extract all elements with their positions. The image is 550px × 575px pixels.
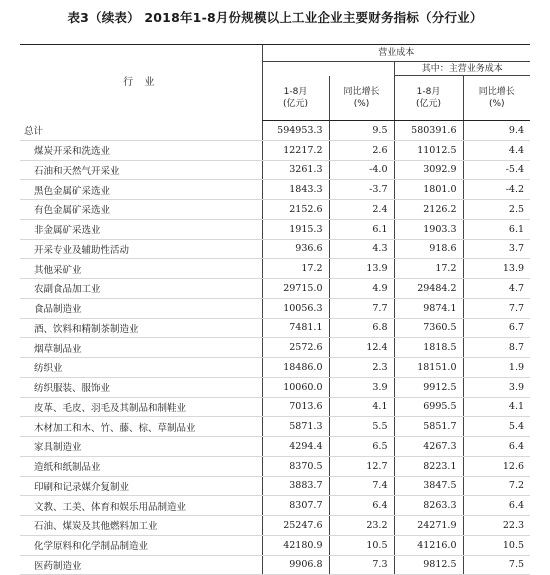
operating-cost-growth-cell: 2.4 (329, 200, 394, 220)
industry-name-cell: 化学原料和化学制品制造业 (20, 535, 262, 555)
operating-cost-growth-cell: 3.9 (329, 377, 394, 397)
main-cost-value-cell: 29484.2 (394, 279, 463, 299)
operating-cost-value-cell: 10060.0 (262, 377, 329, 397)
table-row (20, 219, 530, 239)
main-cost-growth-cell: 6.1 (463, 219, 530, 239)
operating-cost-value-cell: 936.6 (262, 239, 329, 259)
industry-header: 行 业 (20, 45, 262, 121)
industry-name-cell: 酒、饮料和精制茶制造业 (20, 318, 262, 338)
main-cost-growth-cell: 1.9 (463, 358, 530, 378)
operating-cost-growth-cell: -3.7 (329, 180, 394, 200)
main-cost-value-cell: 4267.3 (394, 437, 463, 457)
operating-cost-growth-cell: 5.5 (329, 417, 394, 437)
main-cost-growth-cell: 12.6 (463, 456, 530, 476)
main-cost-value-cell: 9812.5 (394, 555, 463, 575)
operating-cost-growth-cell: 2.3 (329, 358, 394, 378)
industry-name-cell: 石油和天然气开采业 (20, 160, 262, 180)
main-cost-value-cell: 8263.3 (394, 496, 463, 516)
main-cost-growth-cell: 8.7 (463, 338, 530, 358)
percent-label: (%) (353, 98, 370, 109)
operating-cost-value-cell: 29715.0 (262, 279, 329, 299)
operating-cost-growth-cell: 12.4 (329, 338, 394, 358)
table-row (20, 555, 530, 575)
growth-header-a (329, 76, 394, 121)
total-row (20, 121, 530, 141)
operating-cost-growth-cell: 4.3 (329, 239, 394, 259)
operating-cost-growth-cell: 13.9 (329, 259, 394, 279)
operating-cost-value-cell: 2152.6 (262, 200, 329, 220)
main-cost-growth-cell: -5.4 (463, 160, 530, 180)
main-cost-growth-cell: 22.3 (463, 516, 530, 536)
financial-indicators-table (20, 44, 530, 575)
main-cost-value-cell: 9912.5 (394, 377, 463, 397)
main-cost-value-cell: 17.2 (394, 259, 463, 279)
period-label: 1-8月 (416, 87, 441, 97)
operating-cost-value-cell: 4294.4 (262, 437, 329, 457)
industry-name-cell: 印刷和记录媒介复制业 (20, 476, 262, 496)
operating-cost-growth-cell: -4.0 (329, 160, 394, 180)
unit-label: (亿元) (282, 98, 309, 109)
table-row (20, 437, 530, 457)
operating-cost-growth-cell: 4.9 (329, 279, 394, 299)
table-row (20, 239, 530, 259)
table-body (20, 121, 530, 575)
main-cost-growth-cell: 4.1 (463, 397, 530, 417)
operating-cost-value-cell: 42180.9 (262, 535, 329, 555)
main-cost-growth-cell: 13.9 (463, 259, 530, 279)
operating-cost-value-cell: 5871.3 (262, 417, 329, 437)
industry-name-cell: 纺织业 (20, 358, 262, 378)
main-cost-growth-cell: 4.4 (463, 140, 530, 160)
main-cost-value-cell: 41216.0 (394, 535, 463, 555)
operating-cost-value-cell: 8307.7 (262, 496, 329, 516)
operating-cost-growth-cell: 7.7 (329, 298, 394, 318)
main-cost-value-cell: 24271.9 (394, 516, 463, 536)
main-cost-value-cell: 580391.6 (394, 121, 463, 141)
industry-name-cell: 非金属矿采选业 (20, 219, 262, 239)
operating-cost-value-cell: 594953.3 (262, 121, 329, 141)
table-row (20, 476, 530, 496)
period-header-b (394, 76, 463, 121)
table-row (20, 180, 530, 200)
operating-cost-value-cell: 2572.6 (262, 338, 329, 358)
operating-cost-growth-cell: 6.1 (329, 219, 394, 239)
table-row (20, 535, 530, 555)
table-row (20, 298, 530, 318)
operating-cost-value-cell: 9906.8 (262, 555, 329, 575)
operating-cost-value-cell: 1843.3 (262, 180, 329, 200)
table-row (20, 456, 530, 476)
operating-cost-growth-cell: 2.6 (329, 140, 394, 160)
main-cost-value-cell: 1818.5 (394, 338, 463, 358)
main-cost-growth-cell: 3.7 (463, 239, 530, 259)
industry-name-cell: 文教、工美、体育和娱乐用品制造业 (20, 496, 262, 516)
industry-name-cell: 皮革、毛皮、羽毛及其制品和制鞋业 (20, 397, 262, 417)
table-row (20, 338, 530, 358)
main-cost-value-cell: 3847.5 (394, 476, 463, 496)
main-cost-value-cell: 2126.2 (394, 200, 463, 220)
main-cost-value-cell: 1801.0 (394, 180, 463, 200)
operating-cost-header: 营业成本 (262, 45, 530, 62)
operating-cost-value-cell: 17.2 (262, 259, 329, 279)
growth-label: 同比增长 (478, 87, 515, 97)
industry-name-cell: 木材加工和木、竹、藤、棕、草制品业 (20, 417, 262, 437)
main-cost-value-cell: 6995.5 (394, 397, 463, 417)
main-cost-growth-cell: 7.2 (463, 476, 530, 496)
main-cost-value-cell: 3092.9 (394, 160, 463, 180)
industry-name-cell: 农副食品加工业 (20, 279, 262, 299)
operating-cost-growth-cell: 9.5 (329, 121, 394, 141)
main-cost-growth-cell: 9.4 (463, 121, 530, 141)
table-row (20, 377, 530, 397)
operating-cost-growth-cell: 7.3 (329, 555, 394, 575)
main-cost-growth-cell: 2.5 (463, 200, 530, 220)
operating-cost-value-cell: 25247.6 (262, 516, 329, 536)
industry-name-cell: 造纸和纸制品业 (20, 456, 262, 476)
main-cost-growth-cell: 6.4 (463, 496, 530, 516)
main-cost-growth-cell: 3.9 (463, 377, 530, 397)
main-cost-value-cell: 8223.1 (394, 456, 463, 476)
main-cost-growth-cell: -4.2 (463, 180, 530, 200)
growth-header-b (463, 76, 530, 121)
industry-name-cell: 烟草制品业 (20, 338, 262, 358)
unit-label: (亿元) (415, 99, 442, 109)
main-cost-growth-cell: 7.7 (463, 298, 530, 318)
operating-cost-value-cell: 12217.2 (262, 140, 329, 160)
main-cost-growth-cell: 6.4 (463, 437, 530, 457)
main-cost-value-cell: 918.6 (394, 239, 463, 259)
main-cost-value-cell: 5851.7 (394, 417, 463, 437)
industry-name-cell: 总计 (20, 121, 262, 141)
industry-name-cell: 石油、煤炭及其他燃料加工业 (20, 516, 262, 536)
table-row (20, 397, 530, 417)
table-row (20, 358, 530, 378)
table-row (20, 160, 530, 180)
table-row (20, 318, 530, 338)
period-label: 1-8月 (283, 86, 308, 97)
operating-cost-growth-cell: 7.4 (329, 476, 394, 496)
main-cost-growth-cell: 5.4 (463, 417, 530, 437)
operating-cost-growth-cell: 6.8 (329, 318, 394, 338)
main-cost-value-cell: 7360.5 (394, 318, 463, 338)
industry-name-cell: 有色金属矿采选业 (20, 200, 262, 220)
operating-cost-value-cell: 7013.6 (262, 397, 329, 417)
operating-cost-value-cell: 18486.0 (262, 358, 329, 378)
operating-cost-growth-cell: 12.7 (329, 456, 394, 476)
industry-name-cell: 开采专业及辅助性活动 (20, 239, 262, 259)
page-title: 表3（续表） 2018年1-8月份规模以上工业企业主要财务指标（分行业） (67, 10, 483, 25)
main-cost-value-cell: 1903.3 (394, 219, 463, 239)
table-row (20, 516, 530, 536)
operating-cost-growth-cell: 6.4 (329, 496, 394, 516)
main-cost-growth-cell: 10.5 (463, 535, 530, 555)
spacer-header (262, 62, 394, 76)
main-cost-value-cell: 18151.0 (394, 358, 463, 378)
operating-cost-growth-cell: 23.2 (329, 516, 394, 536)
operating-cost-value-cell: 3883.7 (262, 476, 329, 496)
table-row (20, 259, 530, 279)
operating-cost-growth-cell: 10.5 (329, 535, 394, 555)
industry-name-cell: 其他采矿业 (20, 259, 262, 279)
industry-name-cell: 黑色金属矿采选业 (20, 180, 262, 200)
table-row (20, 200, 530, 220)
operating-cost-value-cell: 10056.3 (262, 298, 329, 318)
table-row (20, 279, 530, 299)
table-row (20, 417, 530, 437)
main-cost-value-cell: 11012.5 (394, 140, 463, 160)
table-row (20, 496, 530, 516)
percent-label: (%) (488, 99, 505, 109)
operating-cost-value-cell: 1915.3 (262, 219, 329, 239)
main-cost-growth-cell: 6.7 (463, 318, 530, 338)
industry-name-cell: 纺织服装、服饰业 (20, 377, 262, 397)
industry-name-cell: 医药制造业 (20, 555, 262, 575)
main-cost-growth-cell: 4.7 (463, 279, 530, 299)
main-business-cost-header: 其中：主营业务成本 (394, 62, 530, 76)
table-row (20, 140, 530, 160)
period-header-a (262, 76, 329, 121)
operating-cost-value-cell: 8370.5 (262, 456, 329, 476)
operating-cost-value-cell: 3261.3 (262, 160, 329, 180)
main-cost-value-cell: 9874.1 (394, 298, 463, 318)
industry-name-cell: 食品制造业 (20, 298, 262, 318)
operating-cost-growth-cell: 6.5 (329, 437, 394, 457)
main-cost-growth-cell: 7.5 (463, 555, 530, 575)
operating-cost-growth-cell: 4.1 (329, 397, 394, 417)
table-header (20, 45, 530, 121)
growth-label: 同比增长 (343, 86, 380, 97)
industry-name-cell: 煤炭开采和洗选业 (20, 140, 262, 160)
industry-name-cell: 家具制造业 (20, 437, 262, 457)
operating-cost-value-cell: 7481.1 (262, 318, 329, 338)
